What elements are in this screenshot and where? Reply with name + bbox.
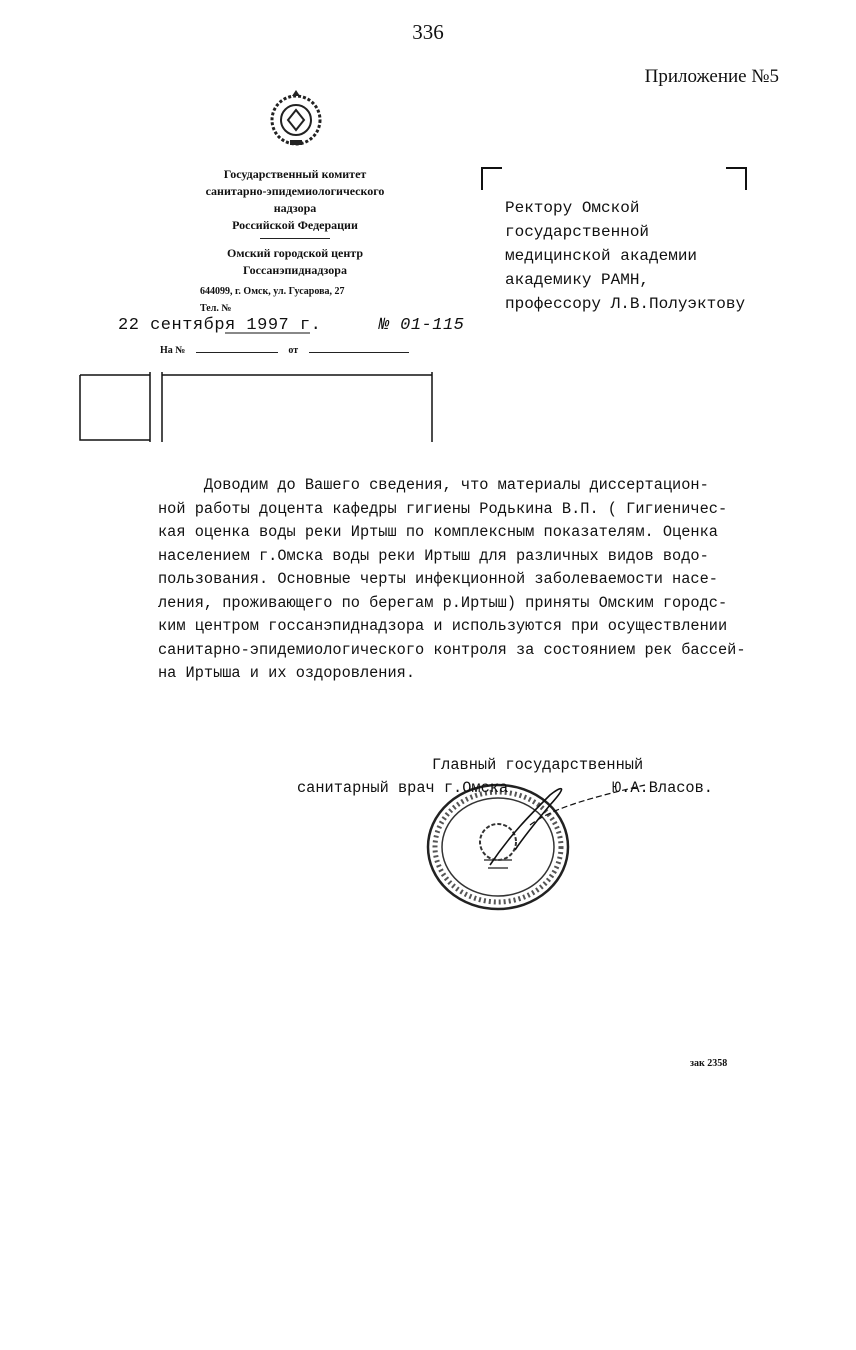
org-line: Государственный комитет [223,167,367,181]
letter-number: № 01-115 [378,316,465,335]
body-line: санитарно-эпидемиологического контроля за состоянием рек бассей- [158,640,746,659]
body-line: ной работы доцента кафедры гигиены Родькина В.П. ( Гигиеничес- [158,499,728,518]
reply-on-label: На № [160,345,186,356]
body-line: пользования. Основные черты инфекционной заболеваемости насе- [158,570,718,588]
org-line: Российской Федерации [232,218,358,232]
signatory-role: санитарный врач г.Омска [297,779,509,797]
letter-body [158,474,783,686]
org-line: санитарно-эпидемиологического [205,184,385,198]
addressee-line: академику РАМН, [505,271,650,289]
signatory-title: Главный государственный [432,756,644,774]
center-line: Омский городской центр [227,246,363,260]
addressee-line: профессору Л.В.Полуэктову [505,295,746,313]
signatory-name: Ю.А.Власов. [612,779,713,797]
letter-date: 22 сентября 1997 г. [118,316,322,335]
body-line: Доводим до Вашего сведения, что материалы диссертацион- [158,476,709,494]
addressee-block [505,196,745,316]
page-number: 336 [412,20,444,44]
order-code: зак 2358 [690,1058,728,1069]
addressee-line: государственной [505,223,650,241]
reply-from-label: от [288,345,299,356]
body-line: ления, проживающего по берегам р.Иртыш) приняты Омским городс- [158,593,728,612]
appendix-label: Приложение №5 [644,66,779,87]
org-line: надзора [273,201,317,215]
body-line: ким центром госсанэпиднадзора и используются при осуществлении [158,617,728,635]
body-line: населением г.Омска воды реки Иртыш для различных видов водо- [158,546,709,565]
addressee-line: медицинской академии [505,247,698,265]
sender-address: 644099, г. Омск, ул. Гусарова, 27 [200,286,345,297]
center-line: Госсанэпиднадзора [243,263,347,277]
body-line: кая оценка воды реки Иртыш по комплексным показателям. Оценка [158,523,718,541]
addressee-line: Ректору Омской [505,199,640,217]
body-line: на Иртыша и их оздоровления. [158,664,416,682]
tel-label: Тел. № [200,303,232,314]
